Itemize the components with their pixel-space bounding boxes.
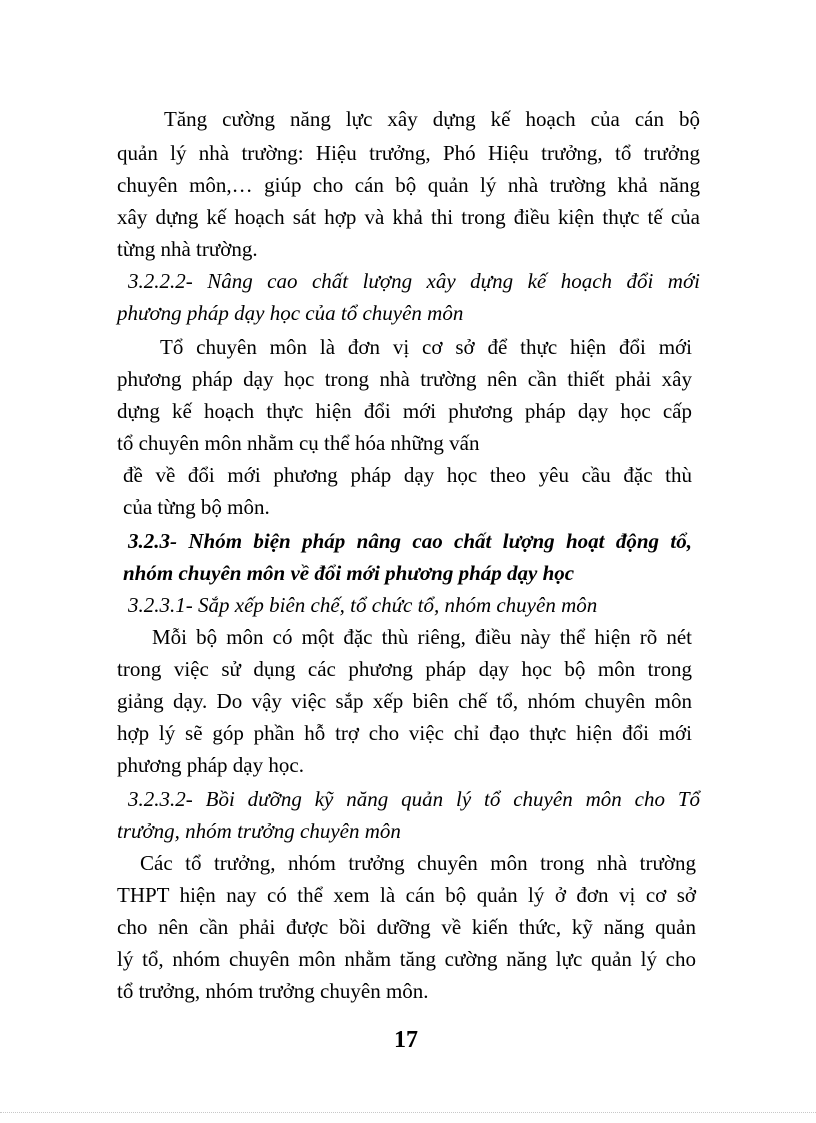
- section-heading-3-2-3: 3.2.3- Nhóm biện pháp nâng cao chất lượng hoạt động tổ,: [128, 529, 692, 553]
- paragraph-line: cho nên cần phải được bồi dưỡng về kiến thức, kỹ năng quản: [117, 915, 696, 939]
- paragraph-line: Các tổ trưởng, nhóm trưởng chuyên môn trong nhà trường: [140, 851, 696, 875]
- paragraph-line: Tăng cường năng lực xây dựng kế hoạch của cán bộ: [164, 107, 700, 131]
- paragraph-line: chuyên môn,… giúp cho cán bộ quản lý nhà trường khả năng: [117, 173, 700, 197]
- section-heading-3-2-2-2-cont: phương pháp dạy học của tổ chuyên môn: [117, 301, 464, 325]
- section-heading-3-2-3-1: 3.2.3.1- Sắp xếp biên chế, tổ chức tổ, nhóm chuyên môn: [128, 593, 598, 617]
- page-number: 17: [394, 1027, 418, 1053]
- paragraph-line: phương pháp dạy học trong nhà trường nên cần thiết phải xây: [117, 367, 692, 391]
- paragraph-line: quản lý nhà trường: Hiệu trưởng, Phó Hiệu trưởng, tổ trưởng: [117, 141, 700, 165]
- section-heading-3-2-3-2-cont: trưởng, nhóm trưởng chuyên môn: [117, 819, 401, 843]
- paragraph-line: tổ trưởng, nhóm trưởng chuyên môn.: [117, 979, 429, 1003]
- section-heading-3-2-3-cont: nhóm chuyên môn về đổi mới phương pháp dạy học: [123, 561, 575, 585]
- paragraph-line: giảng dạy. Do vậy việc sắp xếp biên chế tổ, nhóm chuyên môn: [117, 689, 692, 713]
- paragraph-line: trong việc sử dụng các phương pháp dạy học bộ môn trong: [117, 657, 692, 681]
- paragraph-line: đề về đổi mới phương pháp dạy học theo yêu cầu đặc thù: [123, 463, 692, 487]
- section-heading-3-2-3-2: 3.2.3.2- Bồi dưỡng kỹ năng quản lý tổ chuyên môn cho Tổ: [128, 787, 700, 811]
- paragraph-line: THPT hiện nay có thể xem là cán bộ quản lý ở đơn vị cơ sở: [117, 883, 696, 907]
- paragraph-line: từng nhà trường.: [117, 237, 258, 261]
- section-heading-3-2-2-2: 3.2.2.2- Nâng cao chất lượng xây dựng kế hoạch đổi mới: [128, 269, 700, 293]
- paragraph-line: phương pháp dạy học.: [117, 753, 304, 777]
- paragraph-line: hợp lý sẽ góp phần hỗ trợ cho việc chỉ đạo thực hiện đổi mới: [117, 721, 692, 745]
- paragraph-line: Tổ chuyên môn là đơn vị cơ sở để thực hiện đổi mới: [160, 335, 692, 359]
- paragraph-line: lý tổ, nhóm chuyên môn nhằm tăng cường năng lực quản lý cho: [117, 947, 696, 971]
- paragraph-line: dựng kế hoạch thực hiện đổi mới phương pháp dạy học cấp: [117, 399, 692, 423]
- page-bottom-divider: [0, 1112, 816, 1113]
- paragraph-line: tổ chuyên môn nhằm cụ thể hóa những vấn: [117, 431, 480, 455]
- paragraph-line: của từng bộ môn.: [123, 495, 270, 519]
- paragraph-line: xây dựng kế hoạch sát hợp và khả thi trong điều kiện thực tế của: [117, 205, 700, 229]
- paragraph-line: Mỗi bộ môn có một đặc thù riêng, điều này thể hiện rõ nét: [152, 625, 692, 649]
